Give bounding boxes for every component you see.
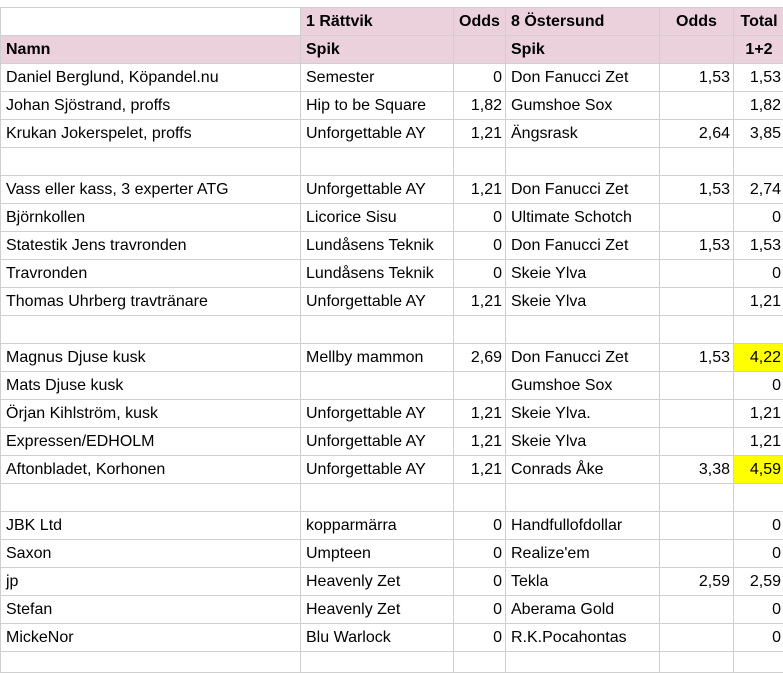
empty-cell[interactable] <box>1 148 301 176</box>
odds2-cell[interactable] <box>660 540 734 568</box>
empty-cell[interactable] <box>660 316 734 344</box>
spik-table <box>0 7 783 673</box>
odds2-cell[interactable] <box>660 400 734 428</box>
pick1-cell[interactable]: Semester <box>301 64 454 92</box>
table-body <box>1 8 783 673</box>
pick2-cell[interactable]: Don Fanucci Zet <box>506 64 660 92</box>
total-cell[interactable]: 1,82 <box>734 92 783 120</box>
odds2-cell[interactable] <box>660 596 734 624</box>
total-cell[interactable]: 1,21 <box>734 288 783 316</box>
pick1-cell[interactable]: Unforgettable AY <box>301 428 454 456</box>
pick1-cell[interactable]: Lundåsens Teknik <box>301 260 454 288</box>
total-cell[interactable]: 0 <box>734 372 783 400</box>
name-cell[interactable]: Magnus Djuse kusk <box>1 344 301 372</box>
pick2-cell[interactable]: Don Fanucci Zet <box>506 232 660 260</box>
empty-cell[interactable] <box>660 484 734 512</box>
name-cell[interactable]: Stefan <box>1 596 301 624</box>
pick2-cell[interactable]: Conrads Åke <box>506 456 660 484</box>
name-cell[interactable]: MickeNor <box>1 624 301 652</box>
total-cell[interactable]: 4,59 <box>734 456 783 484</box>
table-row <box>1 92 783 120</box>
odds1-cell[interactable]: 2,69 <box>454 344 506 372</box>
pick2-cell[interactable]: Handfullofdollar <box>506 512 660 540</box>
odds2-cell[interactable] <box>660 260 734 288</box>
empty-cell[interactable] <box>301 148 454 176</box>
empty-cell[interactable] <box>301 484 454 512</box>
odds2-cell[interactable] <box>660 512 734 540</box>
empty-cell[interactable] <box>734 316 783 344</box>
empty-cell[interactable] <box>454 484 506 512</box>
total-cell[interactable]: 3,85 <box>734 120 783 148</box>
empty-cell[interactable] <box>301 316 454 344</box>
empty-cell[interactable] <box>506 652 660 673</box>
total-cell[interactable]: 2,74 <box>734 176 783 204</box>
empty-cell[interactable] <box>454 316 506 344</box>
pick2-cell[interactable]: Gumshoe Sox <box>506 92 660 120</box>
odds1-cell[interactable]: 0 <box>454 512 506 540</box>
table-row <box>1 372 783 400</box>
pick1-cell[interactable]: Heavenly Zet <box>301 568 454 596</box>
pick1-cell[interactable]: Hip to be Square <box>301 92 454 120</box>
name-cell[interactable]: Örjan Kihlström, kusk <box>1 400 301 428</box>
header-spik2[interactable]: Spik <box>506 36 660 64</box>
empty-cell[interactable] <box>506 316 660 344</box>
odds2-cell[interactable] <box>660 624 734 652</box>
pick2-cell[interactable]: Tekla <box>506 568 660 596</box>
odds2-cell[interactable]: 2,64 <box>660 120 734 148</box>
odds1-cell[interactable]: 0 <box>454 624 506 652</box>
table-row <box>1 64 783 92</box>
pick2-cell[interactable]: R.K.Pocahontas <box>506 624 660 652</box>
odds1-cell[interactable]: 1,21 <box>454 120 506 148</box>
pick2-cell[interactable]: Skeie Ylva <box>506 428 660 456</box>
name-cell[interactable]: Saxon <box>1 540 301 568</box>
pick1-cell[interactable]: Unforgettable AY <box>301 456 454 484</box>
pick2-cell[interactable]: Skeie Ylva <box>506 288 660 316</box>
name-cell[interactable]: Krukan Jokerspelet, proffs <box>1 120 301 148</box>
pick2-cell[interactable]: Don Fanucci Zet <box>506 344 660 372</box>
header-odds1[interactable]: Odds <box>454 8 506 36</box>
table-row <box>1 512 783 540</box>
odds2-cell[interactable]: 1,53 <box>660 232 734 260</box>
name-cell[interactable]: Vass eller kass, 3 experter ATG <box>1 176 301 204</box>
odds1-cell[interactable]: 1,21 <box>454 456 506 484</box>
header-odds2[interactable]: Odds <box>660 8 734 36</box>
pick2-cell[interactable]: Skeie Ylva <box>506 260 660 288</box>
pick2-cell[interactable]: Aberama Gold <box>506 596 660 624</box>
pick1-cell[interactable]: Unforgettable AY <box>301 288 454 316</box>
pick1-cell[interactable]: Unforgettable AY <box>301 400 454 428</box>
header-total-sub[interactable]: 1+2 <box>734 36 783 64</box>
odds1-cell[interactable]: 1,21 <box>454 176 506 204</box>
name-cell[interactable]: JBK Ltd <box>1 512 301 540</box>
header-name-label[interactable]: Namn <box>1 36 301 64</box>
table-row <box>1 232 783 260</box>
table-row <box>1 624 783 652</box>
empty-cell[interactable] <box>301 652 454 673</box>
name-cell[interactable]: Mats Djuse kusk <box>1 372 301 400</box>
name-cell[interactable]: Aftonbladet, Korhonen <box>1 456 301 484</box>
odds1-cell[interactable]: 0 <box>454 568 506 596</box>
pick1-cell[interactable]: Mellby mammon <box>301 344 454 372</box>
spacer-row <box>1 148 783 176</box>
partial-row <box>1 652 783 673</box>
odds2-cell[interactable] <box>660 372 734 400</box>
pick2-cell[interactable]: Ängsrask <box>506 120 660 148</box>
table-row <box>1 596 783 624</box>
pick2-cell[interactable]: Realize'em <box>506 540 660 568</box>
header-odds1-blank[interactable] <box>454 36 506 64</box>
name-cell[interactable]: Statestik Jens travronden <box>1 232 301 260</box>
total-cell[interactable]: 1,21 <box>734 400 783 428</box>
odds1-cell[interactable]: 0 <box>454 596 506 624</box>
total-cell[interactable]: 0 <box>734 260 783 288</box>
empty-cell[interactable] <box>1 316 301 344</box>
header-spik1[interactable]: Spik <box>301 36 454 64</box>
total-cell[interactable]: 0 <box>734 540 783 568</box>
odds1-cell[interactable] <box>454 372 506 400</box>
table-row <box>1 456 783 484</box>
header-race1[interactable]: 1 Rättvik <box>301 8 454 36</box>
table-row <box>1 540 783 568</box>
total-cell[interactable]: 2,59 <box>734 568 783 596</box>
empty-cell[interactable] <box>454 652 506 673</box>
empty-cell[interactable] <box>454 148 506 176</box>
name-cell[interactable]: Expressen/EDHOLM <box>1 428 301 456</box>
header-total[interactable]: Total <box>734 8 783 36</box>
table-row <box>1 260 783 288</box>
table-row <box>1 204 783 232</box>
odds2-cell[interactable]: 1,53 <box>660 344 734 372</box>
name-cell[interactable]: jp <box>1 568 301 596</box>
odds2-cell[interactable]: 1,53 <box>660 64 734 92</box>
name-cell[interactable]: Travronden <box>1 260 301 288</box>
header-row-races <box>1 8 783 36</box>
header-blank-cell[interactable] <box>1 8 301 36</box>
header-odds2-blank[interactable] <box>660 36 734 64</box>
empty-cell[interactable] <box>734 148 783 176</box>
pick1-cell[interactable]: Licorice Sisu <box>301 204 454 232</box>
total-cell[interactable]: 1,53 <box>734 232 783 260</box>
odds2-cell[interactable]: 1,53 <box>660 176 734 204</box>
odds2-cell[interactable] <box>660 288 734 316</box>
header-race2[interactable]: 8 Östersund <box>506 8 660 36</box>
table-row <box>1 288 783 316</box>
pick1-cell[interactable]: Heavenly Zet <box>301 596 454 624</box>
table-row <box>1 344 783 372</box>
spacer-row <box>1 316 783 344</box>
odds1-cell[interactable]: 0 <box>454 64 506 92</box>
pick1-cell[interactable] <box>301 372 454 400</box>
total-cell[interactable]: 4,22 <box>734 344 783 372</box>
table-row <box>1 176 783 204</box>
name-cell[interactable]: Björnkollen <box>1 204 301 232</box>
header-row-labels <box>1 36 783 64</box>
empty-cell[interactable] <box>1 484 301 512</box>
pick2-cell[interactable]: Skeie Ylva. <box>506 400 660 428</box>
odds1-cell[interactable]: 1,82 <box>454 92 506 120</box>
empty-cell[interactable] <box>660 148 734 176</box>
total-cell[interactable]: 0 <box>734 596 783 624</box>
odds1-cell[interactable]: 1,21 <box>454 400 506 428</box>
odds2-cell[interactable]: 2,59 <box>660 568 734 596</box>
empty-cell[interactable] <box>1 652 301 673</box>
table-row <box>1 400 783 428</box>
odds2-cell[interactable] <box>660 428 734 456</box>
odds1-cell[interactable]: 0 <box>454 260 506 288</box>
empty-cell[interactable] <box>506 148 660 176</box>
odds1-cell[interactable]: 1,21 <box>454 288 506 316</box>
spacer-row <box>1 484 783 512</box>
pick1-cell[interactable]: Unforgettable AY <box>301 120 454 148</box>
pick1-cell[interactable]: Lundåsens Teknik <box>301 232 454 260</box>
pick2-cell[interactable]: Don Fanucci Zet <box>506 176 660 204</box>
pick2-cell[interactable]: Ultimate Schotch <box>506 204 660 232</box>
empty-cell[interactable] <box>506 484 660 512</box>
table-row <box>1 568 783 596</box>
pick1-cell[interactable]: kopparmärra <box>301 512 454 540</box>
empty-cell[interactable] <box>734 484 783 512</box>
odds1-cell[interactable]: 0 <box>454 232 506 260</box>
empty-cell[interactable] <box>660 652 734 673</box>
odds1-cell[interactable]: 1,21 <box>454 428 506 456</box>
odds2-cell[interactable]: 3,38 <box>660 456 734 484</box>
name-cell[interactable]: Daniel Berglund, Köpandel.nu <box>1 64 301 92</box>
pick2-cell[interactable]: Gumshoe Sox <box>506 372 660 400</box>
name-cell[interactable]: Johan Sjöstrand, proffs <box>1 92 301 120</box>
odds2-cell[interactable] <box>660 92 734 120</box>
total-cell[interactable]: 0 <box>734 512 783 540</box>
pick1-cell[interactable]: Unforgettable AY <box>301 176 454 204</box>
odds1-cell[interactable]: 0 <box>454 540 506 568</box>
total-cell[interactable]: 0 <box>734 204 783 232</box>
table-row <box>1 120 783 148</box>
empty-cell[interactable] <box>734 652 783 673</box>
total-cell[interactable]: 1,21 <box>734 428 783 456</box>
name-cell[interactable]: Thomas Uhrberg travtränare <box>1 288 301 316</box>
pick1-cell[interactable]: Blu Warlock <box>301 624 454 652</box>
total-cell[interactable]: 0 <box>734 624 783 652</box>
odds2-cell[interactable] <box>660 204 734 232</box>
pick1-cell[interactable]: Umpteen <box>301 540 454 568</box>
total-cell[interactable]: 1,53 <box>734 64 783 92</box>
table-row <box>1 428 783 456</box>
odds1-cell[interactable]: 0 <box>454 204 506 232</box>
